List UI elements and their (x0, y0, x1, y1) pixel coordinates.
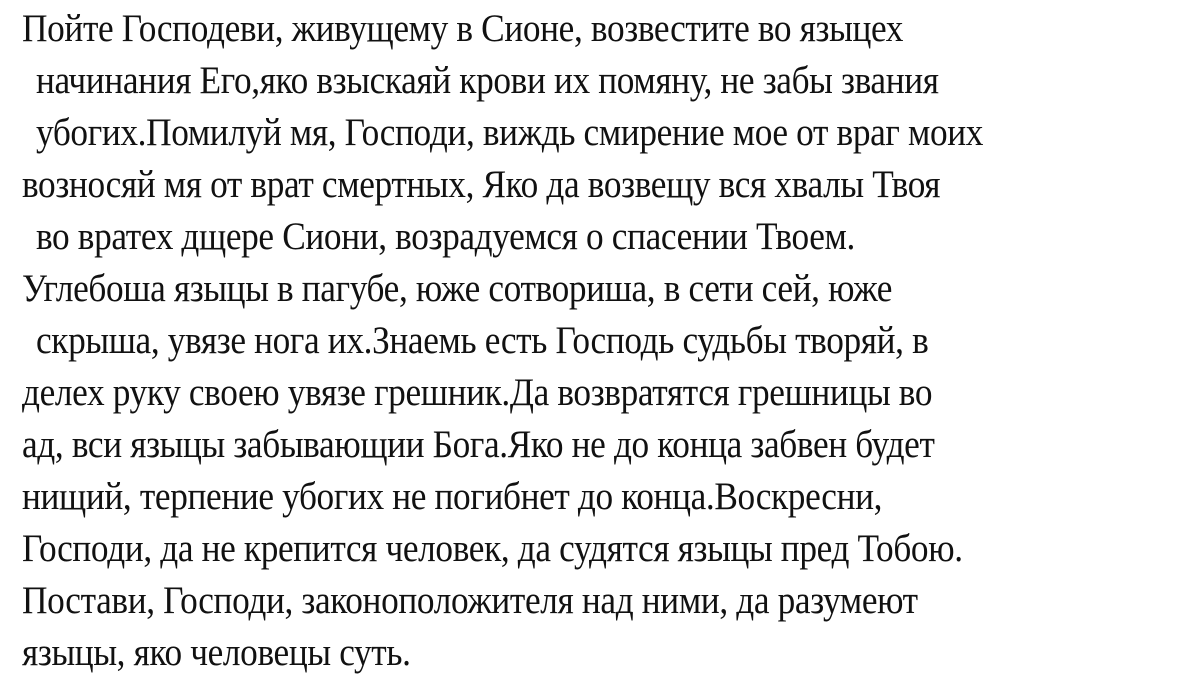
text-line: Постави, Господи, законоположителя над ними, да разумеют (22, 579, 918, 622)
text-line: начинания Его,яко взыскаяй крови их помяну, не забы звания (36, 59, 939, 102)
text-line: во вратех дщере Сиони, возрадуемся о спасении Твоем. (36, 215, 855, 258)
text-line: Пойте Господеви, живущему в Сионе, возвестите во языцех (22, 7, 904, 50)
text-line: возносяй мя от врат смертных, Яко да возвещу вся хвалы Твоя (22, 163, 941, 206)
text-line: делех руку своею увязе грешник.Да возвратятся грешницы во (22, 371, 933, 414)
text-line: языцы, яко человецы суть. (22, 631, 411, 674)
text-line: скрыша, увязе нога их.Знаемь есть Господь судьбы творяй, в (36, 319, 929, 362)
text-line: Господи, да не крепится человек, да судятся языцы пред Тобою. (22, 527, 963, 570)
text-line: Углебоша языцы в пагубе, юже сотвориша, в сети сей, юже (22, 267, 893, 310)
text-line: нищий, терпение убогих не погибнет до конца.Воскресни, (22, 475, 883, 518)
text-line: ад, вси языцы забывающии Бога.Яко не до конца забвен будет (22, 423, 935, 466)
text-line: убогих.Помилуй мя, Господи, виждь смирение мое от враг моих (36, 111, 984, 154)
